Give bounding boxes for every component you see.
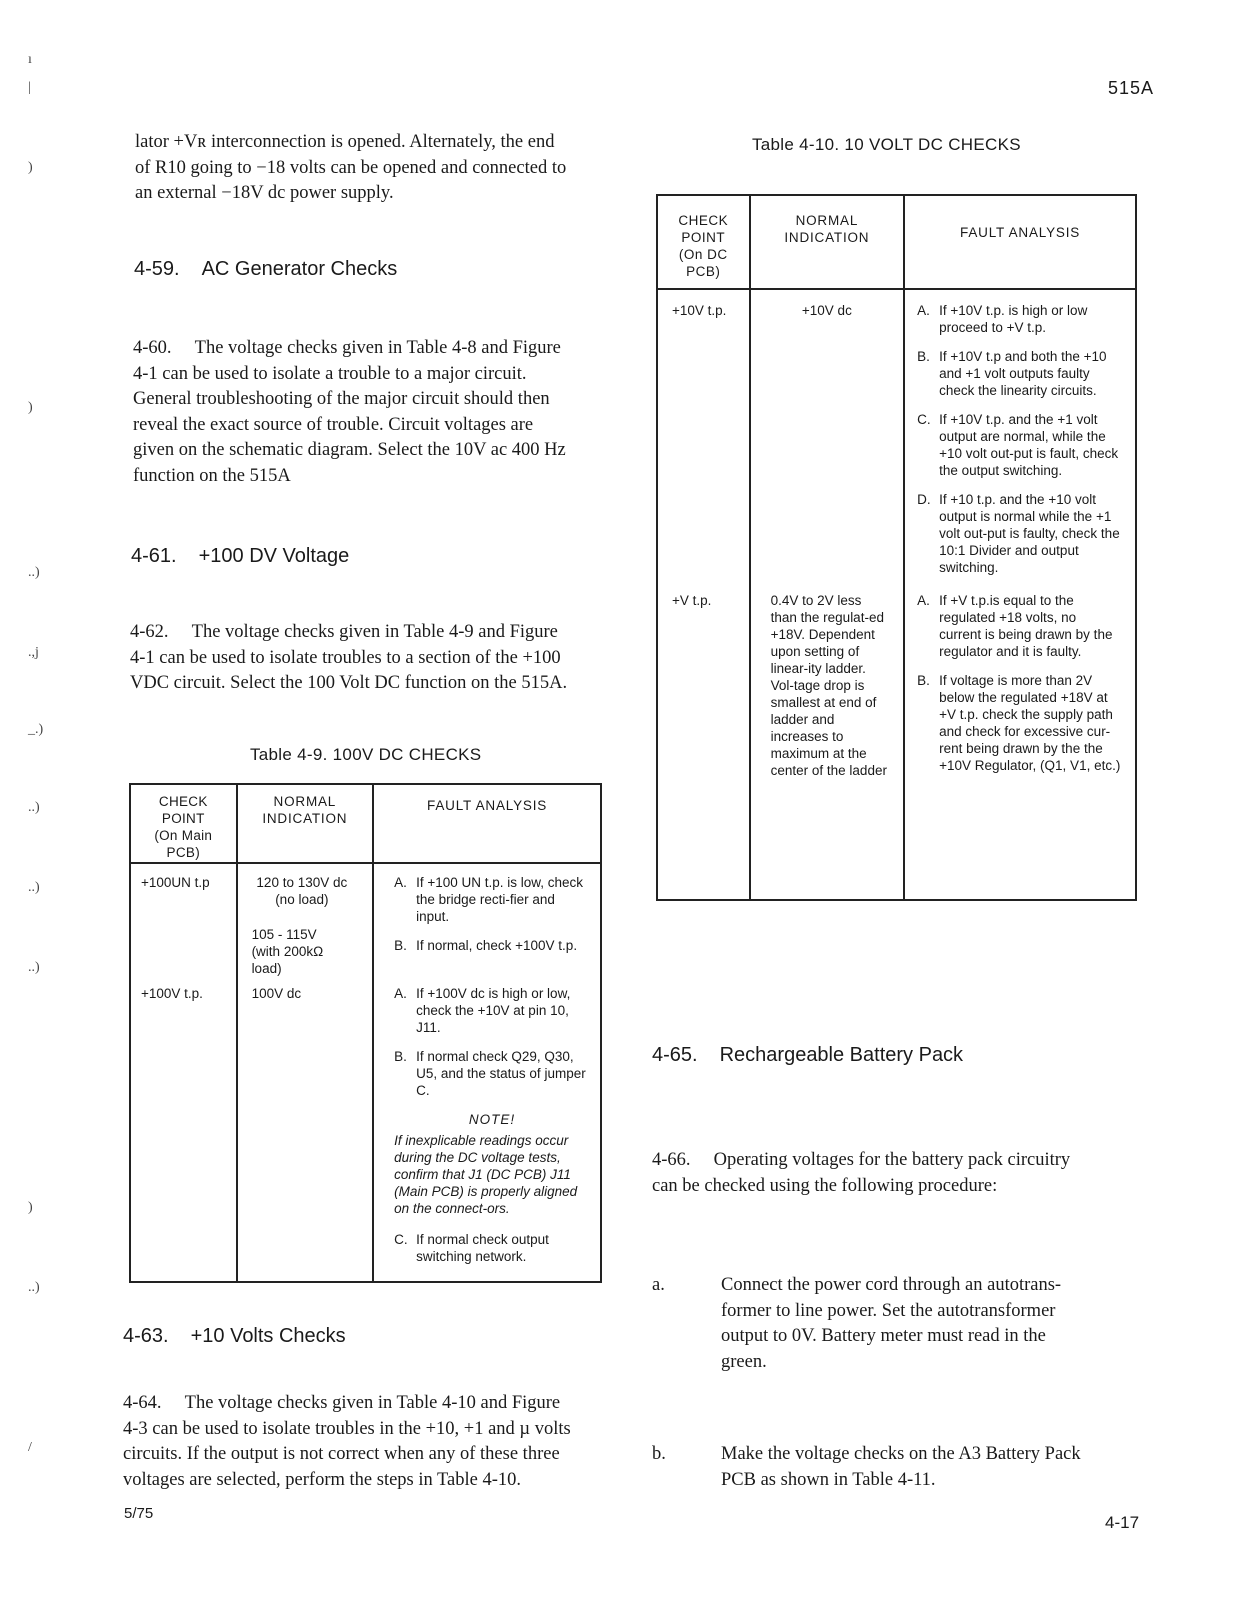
margin-mark: ..) <box>28 1280 40 1295</box>
fault-item: D. If +10 t.p. and the +10 volt output is normal while the +1 volt out-put is faulty, check the 10:1 Divider and output switching. <box>917 492 1120 575</box>
note-body: If inexplicable readings occur during the DC voltage tests, confirm that J1 (DC PCB) J11 (Main PCB) is properly aligned on the connect-ors. <box>394 1133 578 1216</box>
step-letter: a. <box>652 1275 665 1295</box>
margin-mark: ..) <box>28 960 40 975</box>
table-row <box>130 863 601 977</box>
cell-fault-analysis <box>373 977 601 1282</box>
table-header-fault-analysis: FAULT ANALYSIS <box>373 784 601 863</box>
fault-item: B. If voltage is more than 2V below the regulated +18V at +V t.p. check the supply path and check for excessive cur-rent being drawn by the the +10V Regulator, (Q1, V1, etc.) <box>917 673 1121 773</box>
fault-item: B. If normal check Q29, Q30, U5, and the status of jumper C. <box>394 1049 586 1098</box>
table-4-10-caption: Table 4-10. 10 VOLT DC CHECKS <box>752 135 1021 154</box>
section-heading-4-63: 4-63. +10 Volts Checks <box>123 1325 346 1347</box>
cell-fault-analysis <box>904 588 1136 900</box>
margin-mark: _.) <box>28 722 44 737</box>
fault-item: A. If +100 UN t.p. is low, check the bridge recti-fier and input. <box>394 875 584 924</box>
section-heading-4-59: 4-59. AC Generator Checks <box>134 258 398 280</box>
margin-mark: | <box>28 80 31 95</box>
paragraph-4-62: 4-62. The voltage checks given in Table 4-9 and Figure 4-1 can be used to isolate troubles to a section of the +100 VDC circuit. Select the 100 Volt DC function on the 515A. <box>130 622 568 693</box>
cell-normal-indication: 100V dc <box>237 977 374 1282</box>
note-heading: NOTE! <box>468 1112 516 1127</box>
table-row <box>130 977 601 1282</box>
cell-normal-indication: 0.4V to 2V less than the regulat-ed +18V. Dependent upon setting of linear-ity ladder. Vol-tage drop is smallest at end of ladder and increases to maximum at the center of the ladder <box>750 588 904 900</box>
fault-item: C. If +10V t.p. and the +1 volt output are normal, while the +10 volt out-put is fault, check the output switching. <box>917 412 1119 478</box>
cell-check-point: +100V t.p. <box>130 977 237 1282</box>
section-heading-4-61: 4-61. +100 DV Voltage <box>131 545 350 567</box>
table-4-9 <box>129 783 602 1283</box>
margin-mark: ..) <box>28 800 40 815</box>
page-number: 4-17 <box>1105 1513 1140 1532</box>
cell-normal-indication: 120 to 130V dc (no load) 105 - 115V (with 200kΩ load) <box>237 863 374 977</box>
margin-mark: ) <box>28 160 33 175</box>
fault-item: B. If normal, check +100V t.p. <box>394 938 578 953</box>
margin-mark: ı <box>28 52 32 67</box>
cell-check-point: +10V t.p. <box>657 289 750 588</box>
paragraph-4-66: 4-66. Operating voltages for the battery pack circuitry can be checked using the following procedure: <box>652 1150 1071 1196</box>
cell-check-point: +100UN t.p <box>130 863 237 977</box>
cell-check-point: +V t.p. <box>657 588 750 900</box>
fault-item: A. If +10V t.p. is high or low proceed to +V t.p. <box>917 303 1088 335</box>
margin-mark: .,j <box>28 645 39 660</box>
fault-item: C. If normal check output switching network. <box>394 1232 549 1264</box>
table-header-check-point: CHECK POINT (On Main PCB) <box>130 784 237 863</box>
margin-mark: ) <box>28 400 33 415</box>
step-letter: b. <box>652 1444 666 1464</box>
section-heading-4-65: 4-65. Rechargeable Battery Pack <box>652 1044 964 1066</box>
table-header-fault-analysis: FAULT ANALYSIS <box>904 195 1136 289</box>
table-header-check-point: CHECK POINT (On DC PCB) <box>657 195 750 289</box>
paragraph-4-60: 4-60. The voltage checks given in Table 4-8 and Figure 4-1 can be used to isolate a trouble to a major circuit. General troubleshooting of the major circuit should then reveal the exact source of trouble. Circuit voltages are given on the schematic diagram. Select the 10V ac 400 Hz function on the 515A <box>133 338 566 486</box>
step-a: Connect the power cord through an autotrans- former to line power. Set the autotransformer output to 0V. Battery meter must read in the green. <box>721 1275 1062 1372</box>
table-row <box>657 289 1136 588</box>
table-header-normal-indication: NORMAL INDICATION <box>750 195 904 289</box>
table-4-10 <box>656 194 1137 901</box>
cell-fault-analysis <box>373 863 601 977</box>
cell-fault-analysis <box>904 289 1136 588</box>
margin-mark: / <box>28 1440 32 1455</box>
fault-item: A. If +V t.p.is equal to the regulated +18 volts, no current is being drawn by the regulator and it is faulty. <box>917 593 1113 659</box>
table-4-9-caption: Table 4-9. 100V DC CHECKS <box>250 745 482 764</box>
model-number: 515A <box>1108 78 1155 98</box>
table-row <box>657 588 1136 900</box>
margin-mark: ..) <box>28 880 40 895</box>
fault-item: B. If +10V t.p and both the +10 and +1 volt outputs faulty check the linearity circuits. <box>917 349 1107 398</box>
margin-mark: ) <box>28 1200 33 1215</box>
cell-normal-indication: +10V dc <box>750 289 904 588</box>
table-header-normal-indication: NORMAL INDICATION <box>237 784 374 863</box>
step-b: Make the voltage checks on the A3 Battery Pack PCB as shown in Table 4-11. <box>721 1444 1081 1490</box>
paragraph-4-64: 4-64. The voltage checks given in Table 4-10 and Figure 4-3 can be used to isolate troubles in the +10, +1 and µ volts circuits. If the output is not correct when any of these three voltages are selected, perform the steps in Table 4-10. <box>123 1393 571 1490</box>
margin-mark: ..) <box>28 565 40 580</box>
footer-date: 5/75 <box>124 1505 154 1522</box>
intro-paragraph: lator +Vʀ interconnection is opened. Alternately, the end of R10 going to −18 volts can be opened and connected to an external −18V dc power supply. <box>135 132 567 203</box>
fault-item: A. If +100V dc is high or low, check the +10V at pin 10, J11. <box>394 986 571 1035</box>
